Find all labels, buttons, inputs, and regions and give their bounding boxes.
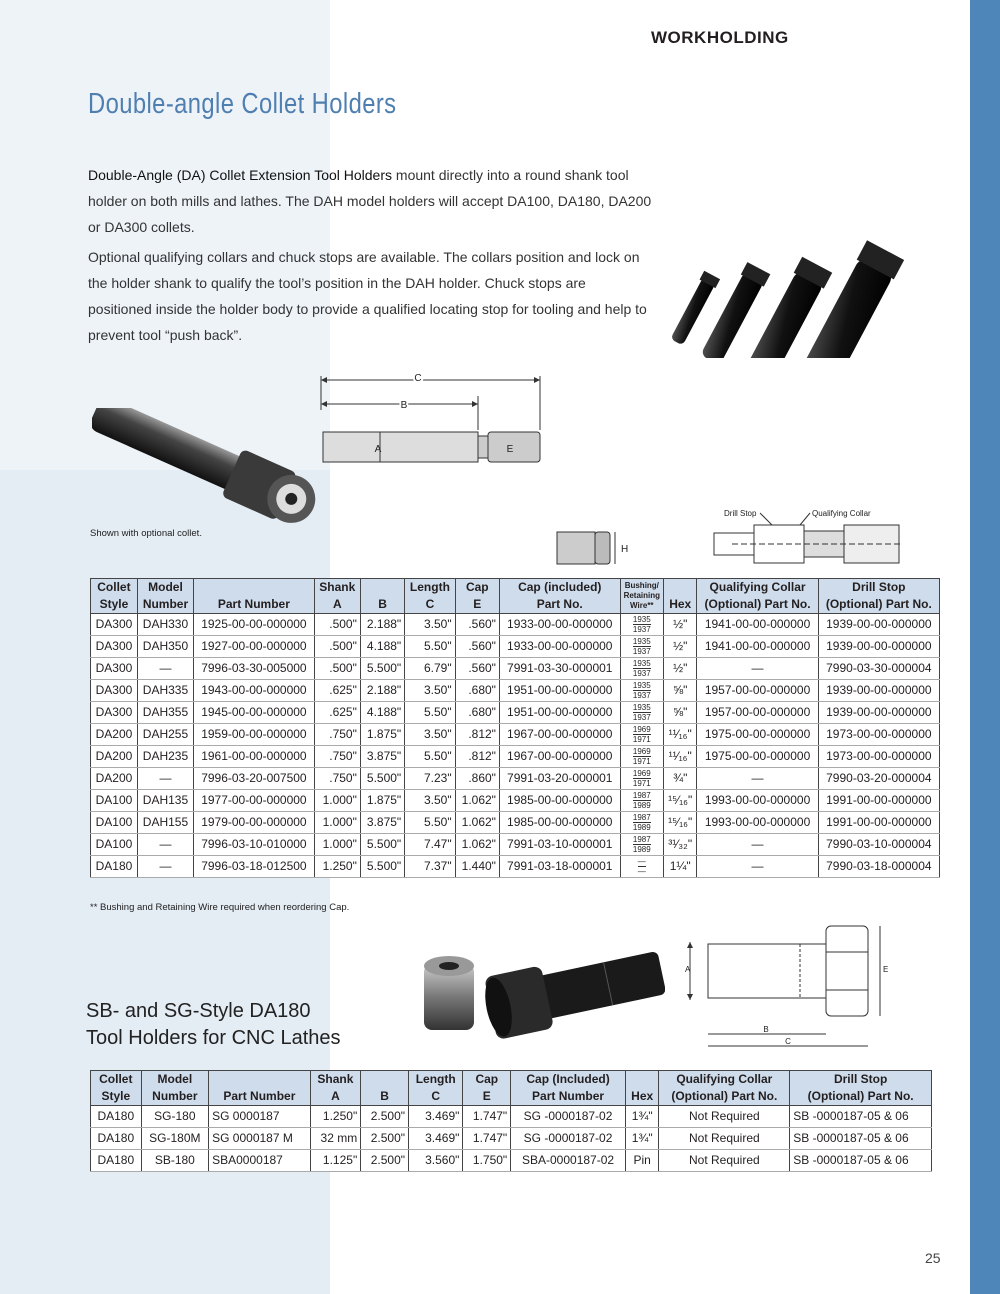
cell-length-c: 3.560" — [409, 1150, 463, 1172]
cell-qualifying-collar: 1993-00-00-000000 — [697, 812, 818, 834]
cell-hex: ½" — [664, 658, 697, 680]
cell-cap-part-no: 1951-00-00-000000 — [499, 702, 620, 724]
col-header: Cap (included) Part No. — [499, 579, 620, 614]
cell-qualifying-collar: — — [697, 856, 818, 878]
cell-qualifying-collar: 1957-00-00-000000 — [697, 680, 818, 702]
cell-shank-a: 1.125" — [310, 1150, 361, 1172]
cell-collet-style: DA300 — [91, 658, 138, 680]
intro-paragraph-2: Optional qualifying collars and chuck stops are available. The collars position and lock on the holder shank to qualify the tool’s position in the DAH holder. Chuck stops are positioned inside the holder body to provide a qualified locating stop for tooling and help to prevent tool “push back”. — [88, 249, 647, 343]
dimension-diagram — [318, 370, 548, 470]
cell-part-number: 1927-00-00-000000 — [194, 636, 315, 658]
cell-part-number: 7996-03-20-007500 — [194, 768, 315, 790]
cell-part-number: 1979-00-00-000000 — [194, 812, 315, 834]
cell-model-number: DAH355 — [137, 702, 193, 724]
photo-caption: Shown with optional collet. — [90, 528, 202, 539]
col-header: B — [361, 1071, 409, 1106]
cell-length-c: 3.50" — [405, 790, 455, 812]
cell-bushing-wire: $\frac{1987}{1989}$ — [620, 790, 663, 812]
cell-cap-e: 1.062" — [455, 790, 499, 812]
cell-part-number: 1977-00-00-000000 — [194, 790, 315, 812]
intro-lead-rest: mount directly into a round shank tool holder on both mills and lathes. The DAH model holders will accept DA100, DA180, DA200 or DA300 collets. — [88, 167, 652, 235]
cell-model-number: DAH155 — [137, 812, 193, 834]
cell-model-number: — — [137, 856, 193, 878]
qualifying-collar-label: Qualifying Collar — [812, 509, 871, 518]
cell-part-number: SBA0000187 — [209, 1150, 311, 1172]
table-header-row — [91, 579, 940, 614]
cell-drill-stop: SB -0000187-05 & 06 — [790, 1106, 932, 1128]
cell-b: 2.500" — [361, 1106, 409, 1128]
cell-b: 4.188" — [360, 636, 404, 658]
col-header: Cap (Included) Part Number — [511, 1071, 626, 1106]
cell-b: 2.188" — [360, 680, 404, 702]
cell-shank-a: 1.250" — [310, 1106, 361, 1128]
cell-qualifying-collar: Not Required — [659, 1150, 790, 1172]
cell-hex: ¹⁵⁄₁₆" — [664, 812, 697, 834]
section-subtitle: SB- and SG-Style DA180 Tool Holders for CNC Lathes — [86, 1000, 341, 1049]
cell-collet-style: DA200 — [91, 746, 138, 768]
cell-cap-part-number: SBA-0000187-02 — [511, 1150, 626, 1172]
cell-bushing-wire: $\frac{1935}{1937}$ — [620, 614, 663, 636]
cell-bushing-wire: $\frac{1935}{1937}$ — [620, 680, 663, 702]
cell-shank-a: .750" — [314, 768, 360, 790]
cell-qualifying-collar: 1975-00-00-000000 — [697, 746, 818, 768]
cell-cap-part-no: 1951-00-00-000000 — [499, 680, 620, 702]
drill-stop-diagram — [712, 505, 912, 573]
sg-dim-b-label: B — [763, 1025, 769, 1034]
cell-qualifying-collar: 1975-00-00-000000 — [697, 724, 818, 746]
sg-dim-a-label: A — [685, 965, 691, 974]
cell-cap-e: .812" — [455, 746, 499, 768]
cell-b: 4.188" — [360, 702, 404, 724]
cell-model-number: — — [137, 834, 193, 856]
cell-shank-a: .750" — [314, 746, 360, 768]
col-header: Part Number — [194, 579, 315, 614]
cell-length-c: 3.50" — [405, 680, 455, 702]
cell-drill-stop: 1973-00-00-000000 — [818, 746, 939, 768]
col-header: Shank A — [314, 579, 360, 614]
cell-cap-part-no: 1985-00-00-000000 — [499, 790, 620, 812]
cell-hex: 1¾" — [625, 1128, 659, 1150]
cell-collet-style: DA180 — [91, 856, 138, 878]
cell-drill-stop: 1939-00-00-000000 — [818, 680, 939, 702]
table-row — [91, 1150, 932, 1172]
cell-hex: 1¼" — [664, 856, 697, 878]
cell-drill-stop: SB -0000187-05 & 06 — [790, 1128, 932, 1150]
table-row — [91, 724, 940, 746]
table-row — [91, 856, 940, 878]
cell-cap-part-no: 7991-03-18-000001 — [499, 856, 620, 878]
collet-holder-table — [90, 578, 940, 878]
cell-cap-e: .560" — [455, 636, 499, 658]
cell-cap-e: 1.062" — [455, 812, 499, 834]
cell-cap-part-no: 1933-00-00-000000 — [499, 636, 620, 658]
cell-length-c: 3.50" — [405, 724, 455, 746]
cell-model-number: SG-180M — [141, 1128, 209, 1150]
table-row — [91, 702, 940, 724]
cell-cap-e: 1.440" — [455, 856, 499, 878]
cell-shank-a: .750" — [314, 724, 360, 746]
dim-b-label: B — [400, 400, 408, 411]
cell-model-number: SG-180 — [141, 1106, 209, 1128]
dim-c-label: C — [414, 373, 422, 384]
col-header: B — [360, 579, 404, 614]
cell-length-c: 3.469" — [409, 1106, 463, 1128]
cell-drill-stop: 1939-00-00-000000 — [818, 636, 939, 658]
intro-lead: Double-Angle (DA) Collet Extension Tool Holders — [88, 167, 393, 183]
cell-collet-style: DA300 — [91, 680, 138, 702]
cell-qualifying-collar: Not Required — [659, 1128, 790, 1150]
sg-holder-table — [90, 1070, 932, 1172]
page-number: 25 — [925, 1250, 941, 1266]
cell-cap-e: 1.062" — [455, 834, 499, 856]
table-row — [91, 834, 940, 856]
cell-bushing-wire: $\frac{1969}{1971}$ — [620, 724, 663, 746]
cell-b: 1.875" — [360, 724, 404, 746]
table-row — [91, 790, 940, 812]
cell-hex: ¹¹⁄₁₆" — [664, 746, 697, 768]
cell-length-c: 7.37" — [405, 856, 455, 878]
cell-part-number: SG 0000187 M — [209, 1128, 311, 1150]
dim-e-label: E — [506, 444, 514, 455]
sg-dim-e-label: E — [883, 965, 889, 974]
cell-cap-e: .560" — [455, 658, 499, 680]
cell-qualifying-collar: 1941-00-00-000000 — [697, 636, 818, 658]
cell-collet-style: DA100 — [91, 790, 138, 812]
cell-drill-stop: 7990-03-30-000004 — [818, 658, 939, 680]
cell-hex: ¾" — [664, 768, 697, 790]
cell-length-c: 5.50" — [405, 746, 455, 768]
cell-cap-e: 1.747" — [463, 1128, 511, 1150]
cell-cap-part-no: 7991-03-30-000001 — [499, 658, 620, 680]
cell-bushing-wire: $\frac{1969}{1971}$ — [620, 746, 663, 768]
cell-model-number: — — [137, 658, 193, 680]
cell-shank-a: 1.250" — [314, 856, 360, 878]
table-row — [91, 746, 940, 768]
cell-bushing-wire: $\frac{1935}{1937}$ — [620, 658, 663, 680]
cell-length-c: 5.50" — [405, 812, 455, 834]
cell-model-number: DAH350 — [137, 636, 193, 658]
col-header: Bushing/ Retaining Wire** — [620, 579, 663, 614]
cell-drill-stop: 1991-00-00-000000 — [818, 790, 939, 812]
cell-cap-e: .560" — [455, 614, 499, 636]
cell-bushing-wire: $\frac{1987}{1989}$ — [620, 834, 663, 856]
cell-qualifying-collar: — — [697, 768, 818, 790]
col-header: Qualifying Collar (Optional) Part No. — [659, 1071, 790, 1106]
cell-hex: ³¹⁄₃₂" — [664, 834, 697, 856]
table-row — [91, 614, 940, 636]
cell-qualifying-collar: Not Required — [659, 1106, 790, 1128]
cell-cap-e: .680" — [455, 680, 499, 702]
cell-hex: 1¾" — [625, 1106, 659, 1128]
table-row — [91, 768, 940, 790]
cell-bushing-wire: $\frac{1935}{1937}$ — [620, 636, 663, 658]
cell-b: 1.875" — [360, 790, 404, 812]
cell-collet-style: DA200 — [91, 768, 138, 790]
cell-qualifying-collar: 1957-00-00-000000 — [697, 702, 818, 724]
table-row — [91, 1128, 932, 1150]
col-header: Length C — [405, 579, 455, 614]
cell-shank-a: .625" — [314, 702, 360, 724]
cell-length-c: 7.47" — [405, 834, 455, 856]
page-title: Double-angle Collet Holders — [88, 88, 397, 120]
collet-holder-photo — [92, 408, 332, 528]
cell-hex: ⅝" — [664, 680, 697, 702]
cell-b: 5.500" — [360, 856, 404, 878]
cell-hex: ⅝" — [664, 702, 697, 724]
col-header: Drill Stop (Optional) Part No. — [818, 579, 939, 614]
table-header-row — [91, 1071, 932, 1106]
cell-cap-part-number: SG -0000187-02 — [511, 1106, 626, 1128]
cell-cap-e: .860" — [455, 768, 499, 790]
cell-cap-part-no: 1967-00-00-000000 — [499, 746, 620, 768]
cell-length-c: 3.469" — [409, 1128, 463, 1150]
cell-collet-style: DA180 — [91, 1128, 142, 1150]
cell-shank-a: .500" — [314, 636, 360, 658]
cell-cap-part-no: 7991-03-10-000001 — [499, 834, 620, 856]
col-header: Qualifying Collar (Optional) Part No. — [697, 579, 818, 614]
cell-length-c: 6.79" — [405, 658, 455, 680]
cell-qualifying-collar: — — [697, 834, 818, 856]
cell-model-number: — — [137, 768, 193, 790]
table-row — [91, 680, 940, 702]
col-header: Part Number — [209, 1071, 311, 1106]
cell-part-number: 7996-03-18-012500 — [194, 856, 315, 878]
cell-drill-stop: SB -0000187-05 & 06 — [790, 1150, 932, 1172]
cell-collet-style: DA300 — [91, 636, 138, 658]
cell-shank-a: .500" — [314, 658, 360, 680]
cell-model-number: SB-180 — [141, 1150, 209, 1172]
cell-model-number: DAH255 — [137, 724, 193, 746]
cell-collet-style: DA300 — [91, 614, 138, 636]
cell-collet-style: DA180 — [91, 1150, 142, 1172]
sg-dim-c-label: C — [785, 1037, 791, 1046]
cell-drill-stop: 1939-00-00-000000 — [818, 702, 939, 724]
cell-drill-stop: 7990-03-10-000004 — [818, 834, 939, 856]
cell-cap-e: 1.747" — [463, 1106, 511, 1128]
cell-hex: ¹¹⁄₁₆" — [664, 724, 697, 746]
intro-text — [88, 162, 653, 352]
cell-bushing-wire: $\frac{—}{—}$ — [620, 856, 663, 878]
sg-holder-photo — [420, 942, 665, 1052]
cell-cap-e: .812" — [455, 724, 499, 746]
cell-hex: ½" — [664, 636, 697, 658]
cell-qualifying-collar: 1993-00-00-000000 — [697, 790, 818, 812]
cap-diagram — [555, 528, 630, 568]
cell-part-number: SG 0000187 — [209, 1106, 311, 1128]
side-stripe — [970, 0, 1000, 1294]
cell-shank-a: .625" — [314, 680, 360, 702]
table-row — [91, 658, 940, 680]
cell-cap-part-no: 1967-00-00-000000 — [499, 724, 620, 746]
col-header: Hex — [664, 579, 697, 614]
col-header: Cap E — [463, 1071, 511, 1106]
cell-shank-a: .500" — [314, 614, 360, 636]
cell-qualifying-collar: 1941-00-00-000000 — [697, 614, 818, 636]
table-row — [91, 1106, 932, 1128]
cell-shank-a: 1.000" — [314, 834, 360, 856]
dim-a-label: A — [374, 444, 382, 455]
cell-drill-stop: 7990-03-20-000004 — [818, 768, 939, 790]
holders-photo — [665, 198, 920, 358]
cell-part-number: 1945-00-00-000000 — [194, 702, 315, 724]
col-header: Model Number — [137, 579, 193, 614]
col-header: Drill Stop (Optional) Part No. — [790, 1071, 932, 1106]
dim-h-label: H — [621, 544, 629, 555]
cell-model-number: DAH335 — [137, 680, 193, 702]
cell-collet-style: DA200 — [91, 724, 138, 746]
table-row — [91, 636, 940, 658]
cell-b: 2.188" — [360, 614, 404, 636]
cell-b: 5.500" — [360, 768, 404, 790]
cell-length-c: 3.50" — [405, 614, 455, 636]
col-header: Collet Style — [91, 579, 138, 614]
cell-b: 3.875" — [360, 812, 404, 834]
col-header: Model Number — [141, 1071, 209, 1106]
cell-bushing-wire: $\frac{1987}{1989}$ — [620, 812, 663, 834]
cell-b: 2.500" — [361, 1150, 409, 1172]
cell-drill-stop: 1991-00-00-000000 — [818, 812, 939, 834]
cell-cap-e: .680" — [455, 702, 499, 724]
cell-part-number: 1943-00-00-000000 — [194, 680, 315, 702]
table-footnote: ** Bushing and Retaining Wire required when reordering Cap. — [90, 902, 350, 913]
cell-cap-e: 1.750" — [463, 1150, 511, 1172]
col-header: Cap E — [455, 579, 499, 614]
cell-cap-part-no: 1985-00-00-000000 — [499, 812, 620, 834]
cell-part-number: 1959-00-00-000000 — [194, 724, 315, 746]
cell-model-number: DAH235 — [137, 746, 193, 768]
cell-length-c: 5.50" — [405, 702, 455, 724]
cell-part-number: 1961-00-00-000000 — [194, 746, 315, 768]
cell-shank-a: 32 mm — [310, 1128, 361, 1150]
col-header: Shank A — [310, 1071, 361, 1106]
cell-collet-style: DA180 — [91, 1106, 142, 1128]
cell-part-number: 7996-03-10-010000 — [194, 834, 315, 856]
cell-hex: ¹⁵⁄₁₆" — [664, 790, 697, 812]
cell-drill-stop: 1973-00-00-000000 — [818, 724, 939, 746]
cell-model-number: DAH135 — [137, 790, 193, 812]
cell-part-number: 7996-03-30-005000 — [194, 658, 315, 680]
cell-part-number: 1925-00-00-000000 — [194, 614, 315, 636]
cell-cap-part-number: SG -0000187-02 — [511, 1128, 626, 1150]
col-header: Length C — [409, 1071, 463, 1106]
cell-length-c: 7.23" — [405, 768, 455, 790]
cell-qualifying-collar: — — [697, 658, 818, 680]
cell-cap-part-no: 1933-00-00-000000 — [499, 614, 620, 636]
cell-b: 5.500" — [360, 834, 404, 856]
cell-hex: ½" — [664, 614, 697, 636]
drill-stop-label: Drill Stop — [724, 509, 757, 518]
cell-collet-style: DA100 — [91, 834, 138, 856]
table-row — [91, 812, 940, 834]
col-header: Collet Style — [91, 1071, 142, 1106]
cell-bushing-wire: $\frac{1935}{1937}$ — [620, 702, 663, 724]
cell-shank-a: 1.000" — [314, 812, 360, 834]
cell-b: 5.500" — [360, 658, 404, 680]
cell-cap-part-no: 7991-03-20-000001 — [499, 768, 620, 790]
cell-shank-a: 1.000" — [314, 790, 360, 812]
cell-bushing-wire: $\frac{1969}{1971}$ — [620, 768, 663, 790]
sg-dimension-diagram — [680, 922, 895, 1052]
section-label: WORKHOLDING — [651, 28, 789, 47]
cell-hex: Pin — [625, 1150, 659, 1172]
cell-b: 2.500" — [361, 1128, 409, 1150]
cell-drill-stop: 7990-03-18-000004 — [818, 856, 939, 878]
col-header: Hex — [625, 1071, 659, 1106]
cell-model-number: DAH330 — [137, 614, 193, 636]
cell-length-c: 5.50" — [405, 636, 455, 658]
cell-b: 3.875" — [360, 746, 404, 768]
cell-drill-stop: 1939-00-00-000000 — [818, 614, 939, 636]
cell-collet-style: DA300 — [91, 702, 138, 724]
cell-collet-style: DA100 — [91, 812, 138, 834]
